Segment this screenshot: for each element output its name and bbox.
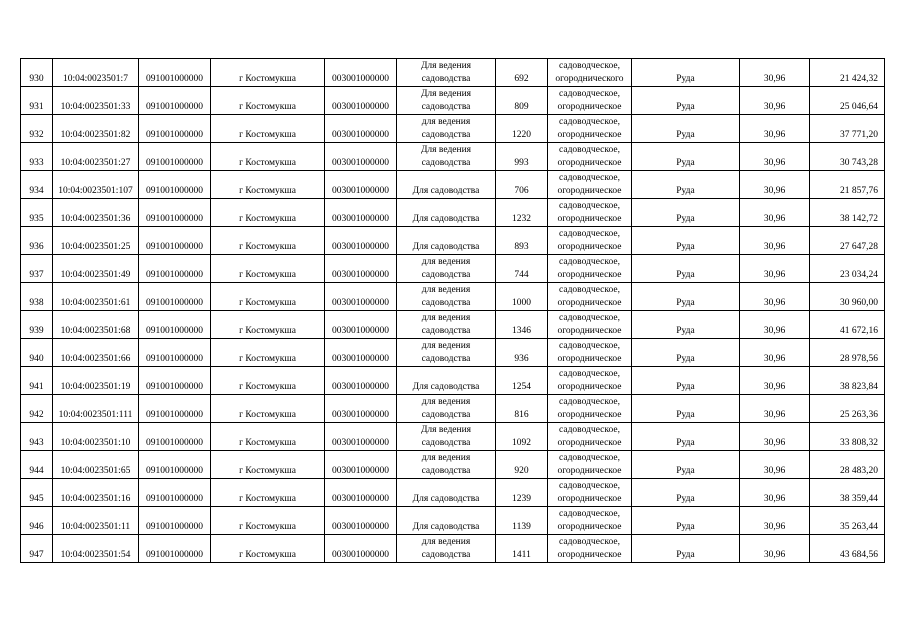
rate-cell: 30,96 [740, 227, 810, 255]
rate-cell: 30,96 [740, 255, 810, 283]
cadastral-value-cell: 41 672,16 [810, 311, 885, 339]
cadastral-number-cell: 10:04:0023501:61 [53, 283, 139, 311]
zone-cell: Руда [632, 59, 740, 87]
city-cell: г Костомукша [211, 143, 325, 171]
cadastral-value-cell: 37 771,20 [810, 115, 885, 143]
city-cell: г Костомукша [211, 507, 325, 535]
row-number-cell: 932 [21, 115, 53, 143]
rate-cell: 30,96 [740, 171, 810, 199]
area-cell: 809 [496, 87, 548, 115]
table-row [21, 59, 885, 87]
category-cell: садоводческое, огородническое [548, 451, 632, 479]
permitted-use-cell: Для ведения садоводства [397, 423, 496, 451]
table-row [21, 199, 885, 227]
category-cell: садоводческое, огороднического [548, 59, 632, 87]
category-cell: садоводческое, огородническое [548, 423, 632, 451]
category-cell: садоводческое, огородническое [548, 199, 632, 227]
rate-cell: 30,96 [740, 423, 810, 451]
oktmo-code-cell: 003001000000 [325, 451, 397, 479]
okato-code-cell: 091001000000 [139, 451, 211, 479]
table-row [21, 311, 885, 339]
area-cell: 1346 [496, 311, 548, 339]
city-cell: г Костомукша [211, 87, 325, 115]
zone-cell: Руда [632, 87, 740, 115]
zone-cell: Руда [632, 143, 740, 171]
permitted-use-cell: Для садоводства [397, 367, 496, 395]
okato-code-cell: 091001000000 [139, 171, 211, 199]
cadastral-value-cell: 30 743,28 [810, 143, 885, 171]
cadastral-value-cell: 27 647,28 [810, 227, 885, 255]
okato-code-cell: 091001000000 [139, 143, 211, 171]
row-number-cell: 946 [21, 507, 53, 535]
zone-cell: Руда [632, 115, 740, 143]
cadastral-number-cell: 10:04:0023501:10 [53, 423, 139, 451]
cadastral-value-cell: 38 142,72 [810, 199, 885, 227]
zone-cell: Руда [632, 423, 740, 451]
permitted-use-cell: для ведения садоводства [397, 451, 496, 479]
zone-cell: Руда [632, 283, 740, 311]
city-cell: г Костомукша [211, 171, 325, 199]
area-cell: 692 [496, 59, 548, 87]
area-cell: 1139 [496, 507, 548, 535]
okato-code-cell: 091001000000 [139, 395, 211, 423]
oktmo-code-cell: 003001000000 [325, 171, 397, 199]
table-row [21, 479, 885, 507]
permitted-use-cell: для ведения садоводства [397, 395, 496, 423]
okato-code-cell: 091001000000 [139, 87, 211, 115]
oktmo-code-cell: 003001000000 [325, 395, 397, 423]
table-row [21, 255, 885, 283]
category-cell: садоводческое, огородническое [548, 227, 632, 255]
permitted-use-cell: для ведения садоводства [397, 255, 496, 283]
permitted-use-cell: Для садоводства [397, 171, 496, 199]
okato-code-cell: 091001000000 [139, 115, 211, 143]
rate-cell: 30,96 [740, 283, 810, 311]
permitted-use-cell: для ведения садоводства [397, 311, 496, 339]
cadastral-number-cell: 10:04:0023501:54 [53, 535, 139, 563]
row-number-cell: 937 [21, 255, 53, 283]
row-number-cell: 940 [21, 339, 53, 367]
rate-cell: 30,96 [740, 115, 810, 143]
cadastral-number-cell: 10:04:0023501:27 [53, 143, 139, 171]
cadastral-number-cell: 10:04:0023501:7 [53, 59, 139, 87]
cadastral-value-cell: 25 046,64 [810, 87, 885, 115]
cadastral-value-cell: 25 263,36 [810, 395, 885, 423]
city-cell: г Костомукша [211, 451, 325, 479]
rate-cell: 30,96 [740, 535, 810, 563]
row-number-cell: 938 [21, 283, 53, 311]
permitted-use-cell: Для садоводства [397, 507, 496, 535]
permitted-use-cell: Для садоводства [397, 479, 496, 507]
permitted-use-cell: для ведения садоводства [397, 535, 496, 563]
oktmo-code-cell: 003001000000 [325, 87, 397, 115]
zone-cell: Руда [632, 311, 740, 339]
table-row [21, 87, 885, 115]
zone-cell: Руда [632, 535, 740, 563]
rate-cell: 30,96 [740, 199, 810, 227]
okato-code-cell: 091001000000 [139, 255, 211, 283]
city-cell: г Костомукша [211, 339, 325, 367]
okato-code-cell: 091001000000 [139, 367, 211, 395]
area-cell: 1254 [496, 367, 548, 395]
table-row [21, 395, 885, 423]
cadastral-number-cell: 10:04:0023501:16 [53, 479, 139, 507]
cadastral-value-cell: 30 960,00 [810, 283, 885, 311]
cadastral-value-cell: 38 359,44 [810, 479, 885, 507]
oktmo-code-cell: 003001000000 [325, 115, 397, 143]
oktmo-code-cell: 003001000000 [325, 339, 397, 367]
row-number-cell: 933 [21, 143, 53, 171]
cadastral-value-cell: 21 424,32 [810, 59, 885, 87]
row-number-cell: 945 [21, 479, 53, 507]
oktmo-code-cell: 003001000000 [325, 143, 397, 171]
row-number-cell: 939 [21, 311, 53, 339]
cadastral-number-cell: 10:04:0023501:36 [53, 199, 139, 227]
city-cell: г Костомукша [211, 395, 325, 423]
cadastral-value-cell: 38 823,84 [810, 367, 885, 395]
okato-code-cell: 091001000000 [139, 227, 211, 255]
table-row [21, 423, 885, 451]
row-number-cell: 935 [21, 199, 53, 227]
zone-cell: Руда [632, 479, 740, 507]
zone-cell: Руда [632, 255, 740, 283]
city-cell: г Костомукша [211, 199, 325, 227]
row-number-cell: 944 [21, 451, 53, 479]
oktmo-code-cell: 003001000000 [325, 59, 397, 87]
rate-cell: 30,96 [740, 87, 810, 115]
category-cell: садоводческое, огородническое [548, 367, 632, 395]
okato-code-cell: 091001000000 [139, 59, 211, 87]
oktmo-code-cell: 003001000000 [325, 255, 397, 283]
table-row [21, 115, 885, 143]
area-cell: 920 [496, 451, 548, 479]
okato-code-cell: 091001000000 [139, 283, 211, 311]
cadastral-value-cell: 23 034,24 [810, 255, 885, 283]
oktmo-code-cell: 003001000000 [325, 367, 397, 395]
area-cell: 1411 [496, 535, 548, 563]
area-cell: 1000 [496, 283, 548, 311]
zone-cell: Руда [632, 507, 740, 535]
cadastral-number-cell: 10:04:0023501:19 [53, 367, 139, 395]
city-cell: г Костомукша [211, 423, 325, 451]
category-cell: садоводческое, огородническое [548, 283, 632, 311]
city-cell: г Костомукша [211, 59, 325, 87]
city-cell: г Костомукша [211, 115, 325, 143]
okato-code-cell: 091001000000 [139, 339, 211, 367]
area-cell: 1220 [496, 115, 548, 143]
table-row [21, 339, 885, 367]
cadastral-number-cell: 10:04:0023501:11 [53, 507, 139, 535]
row-number-cell: 934 [21, 171, 53, 199]
row-number-cell: 936 [21, 227, 53, 255]
area-cell: 993 [496, 143, 548, 171]
oktmo-code-cell: 003001000000 [325, 311, 397, 339]
okato-code-cell: 091001000000 [139, 535, 211, 563]
area-cell: 744 [496, 255, 548, 283]
city-cell: г Костомукша [211, 367, 325, 395]
category-cell: садоводческое, огородническое [548, 87, 632, 115]
rate-cell: 30,96 [740, 507, 810, 535]
rate-cell: 30,96 [740, 339, 810, 367]
row-number-cell: 947 [21, 535, 53, 563]
area-cell: 1239 [496, 479, 548, 507]
row-number-cell: 942 [21, 395, 53, 423]
rate-cell: 30,96 [740, 395, 810, 423]
zone-cell: Руда [632, 395, 740, 423]
okato-code-cell: 091001000000 [139, 507, 211, 535]
cadastral-number-cell: 10:04:0023501:25 [53, 227, 139, 255]
category-cell: садоводческое, огородническое [548, 339, 632, 367]
cadastral-value-cell: 35 263,44 [810, 507, 885, 535]
zone-cell: Руда [632, 171, 740, 199]
cadastral-value-cell: 33 808,32 [810, 423, 885, 451]
zone-cell: Руда [632, 227, 740, 255]
rate-cell: 30,96 [740, 311, 810, 339]
category-cell: садоводческое, огородническое [548, 115, 632, 143]
city-cell: г Костомукша [211, 535, 325, 563]
permitted-use-cell: Для садоводства [397, 199, 496, 227]
table-row [21, 507, 885, 535]
category-cell: садоводческое, огородническое [548, 143, 632, 171]
city-cell: г Костомукша [211, 255, 325, 283]
okato-code-cell: 091001000000 [139, 311, 211, 339]
category-cell: садоводческое, огородническое [548, 395, 632, 423]
zone-cell: Руда [632, 199, 740, 227]
table-row [21, 171, 885, 199]
okato-code-cell: 091001000000 [139, 423, 211, 451]
cadastral-number-cell: 10:04:0023501:33 [53, 87, 139, 115]
category-cell: садоводческое, огородническое [548, 255, 632, 283]
cadastral-number-cell: 10:04:0023501:49 [53, 255, 139, 283]
city-cell: г Костомукша [211, 227, 325, 255]
area-cell: 936 [496, 339, 548, 367]
oktmo-code-cell: 003001000000 [325, 423, 397, 451]
oktmo-code-cell: 003001000000 [325, 535, 397, 563]
row-number-cell: 943 [21, 423, 53, 451]
oktmo-code-cell: 003001000000 [325, 199, 397, 227]
row-number-cell: 941 [21, 367, 53, 395]
area-cell: 706 [496, 171, 548, 199]
table-row [21, 143, 885, 171]
permitted-use-cell: Для ведения садоводства [397, 87, 496, 115]
category-cell: садоводческое, огородническое [548, 535, 632, 563]
table-row [21, 283, 885, 311]
cadastral-number-cell: 10:04:0023501:65 [53, 451, 139, 479]
cadastral-value-cell: 21 857,76 [810, 171, 885, 199]
cadastral-value-cell: 43 684,56 [810, 535, 885, 563]
table-row [21, 451, 885, 479]
category-cell: садоводческое, огородническое [548, 507, 632, 535]
oktmo-code-cell: 003001000000 [325, 283, 397, 311]
category-cell: садоводческое, огородническое [548, 479, 632, 507]
area-cell: 816 [496, 395, 548, 423]
permitted-use-cell: Для ведения садоводства [397, 59, 496, 87]
cadastral-number-cell: 10:04:0023501:68 [53, 311, 139, 339]
category-cell: садоводческое, огородническое [548, 171, 632, 199]
permitted-use-cell: для ведения садоводства [397, 339, 496, 367]
zone-cell: Руда [632, 339, 740, 367]
rate-cell: 30,96 [740, 479, 810, 507]
row-number-cell: 931 [21, 87, 53, 115]
table-row [21, 367, 885, 395]
land-plots-table [20, 58, 885, 563]
cadastral-value-cell: 28 483,20 [810, 451, 885, 479]
permitted-use-cell: для ведения садоводства [397, 115, 496, 143]
cadastral-number-cell: 10:04:0023501:82 [53, 115, 139, 143]
cadastral-number-cell: 10:04:0023501:111 [53, 395, 139, 423]
zone-cell: Руда [632, 367, 740, 395]
cadastral-number-cell: 10:04:0023501:107 [53, 171, 139, 199]
city-cell: г Костомукша [211, 283, 325, 311]
cadastral-number-cell: 10:04:0023501:66 [53, 339, 139, 367]
table-row [21, 227, 885, 255]
zone-cell: Руда [632, 451, 740, 479]
category-cell: садоводческое, огородническое [548, 311, 632, 339]
city-cell: г Костомукша [211, 479, 325, 507]
table-row [21, 535, 885, 563]
okato-code-cell: 091001000000 [139, 199, 211, 227]
permitted-use-cell: Для ведения садоводства [397, 143, 496, 171]
permitted-use-cell: Для садоводства [397, 227, 496, 255]
permitted-use-cell: для ведения садоводства [397, 283, 496, 311]
area-cell: 1232 [496, 199, 548, 227]
rate-cell: 30,96 [740, 451, 810, 479]
okato-code-cell: 091001000000 [139, 479, 211, 507]
oktmo-code-cell: 003001000000 [325, 507, 397, 535]
row-number-cell: 930 [21, 59, 53, 87]
rate-cell: 30,96 [740, 59, 810, 87]
oktmo-code-cell: 003001000000 [325, 479, 397, 507]
cadastral-value-cell: 28 978,56 [810, 339, 885, 367]
oktmo-code-cell: 003001000000 [325, 227, 397, 255]
rate-cell: 30,96 [740, 143, 810, 171]
area-cell: 1092 [496, 423, 548, 451]
city-cell: г Костомукша [211, 311, 325, 339]
area-cell: 893 [496, 227, 548, 255]
rate-cell: 30,96 [740, 367, 810, 395]
